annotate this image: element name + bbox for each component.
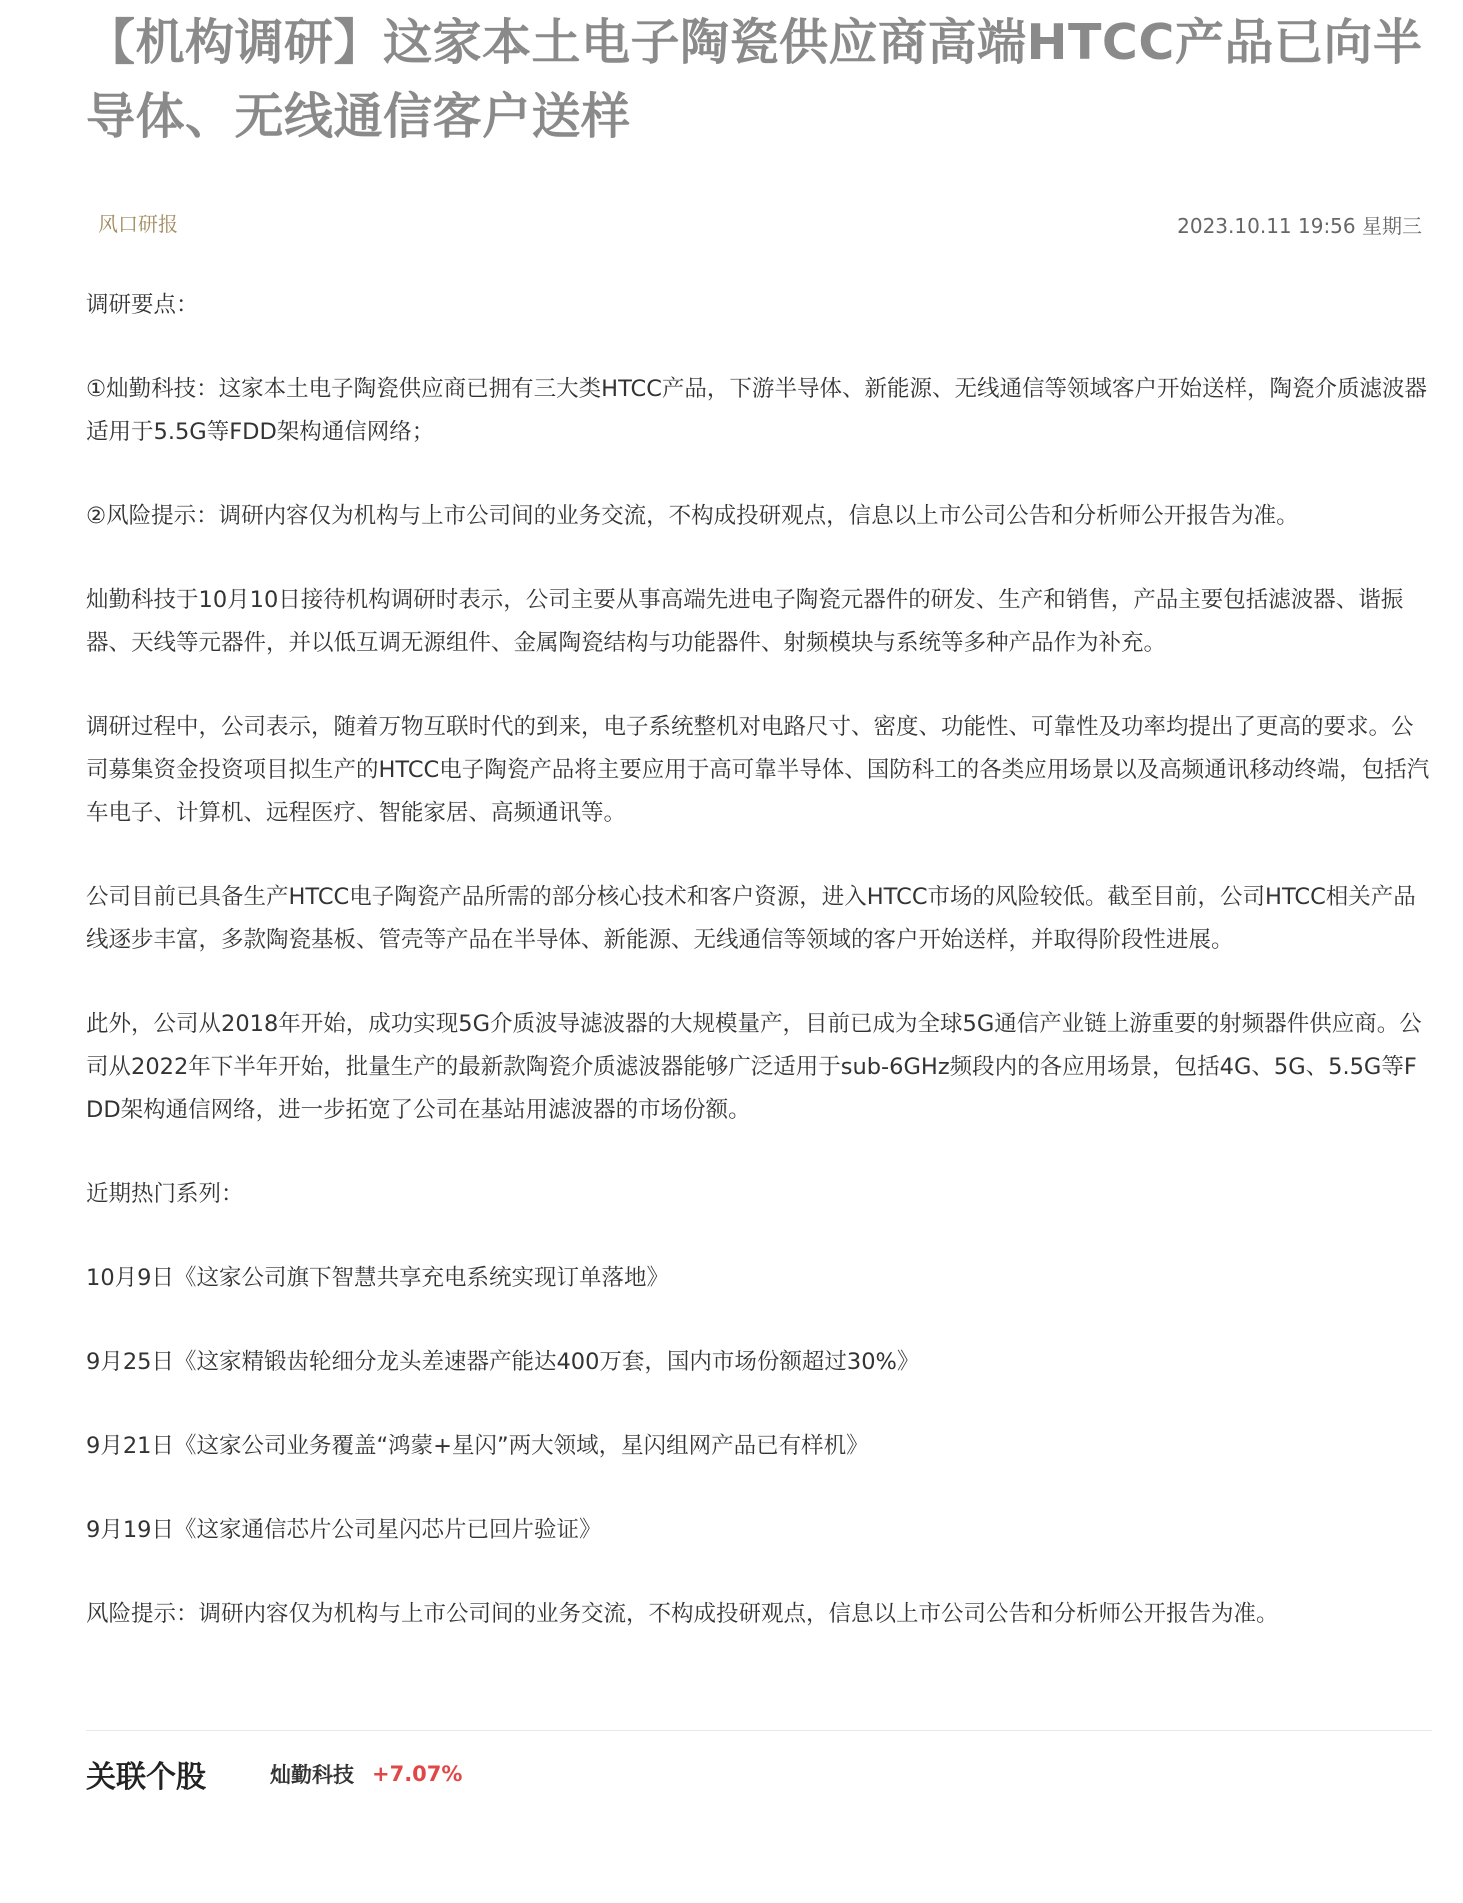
hot-series-link[interactable]: 9月21日《这家公司业务覆盖“鸿蒙+星闪”两大领域，星闪组网产品已有样机》	[86, 1433, 869, 1459]
related-stock-name[interactable]: 灿勤科技	[270, 1763, 354, 1787]
article-meta	[86, 210, 1432, 250]
hot-series-link[interactable]: 9月19日《这家通信芯片公司星闪芯片已回片验证》	[86, 1517, 602, 1543]
article-body	[86, 284, 1432, 1636]
risk-disclaimer: 风险提示：调研内容仅为机构与上市公司间的业务交流，不构成投研观点，信息以上市公司公告和分析师公开报告为准。	[86, 1601, 1279, 1627]
key-points-heading: 调研要点：	[86, 292, 199, 318]
hot-series-heading: 近期热门系列：	[86, 1181, 244, 1207]
article-source[interactable]: 风口研报	[98, 212, 178, 236]
body-paragraph: 公司目前已具备生产HTCC电子陶瓷产品所需的部分核心技术和客户资源，进入HTCC市场的风险较低。截至目前，公司HTCC相关产品线逐步丰富，多款陶瓷基板、管壳等产品在半导体、新能源、无线通信等领域的客户开始送样，并取得阶段性进展。	[86, 884, 1416, 953]
section-divider	[86, 1730, 1432, 1731]
related-stocks	[86, 1752, 462, 1796]
article-title: 【机构调研】这家本土电子陶瓷供应商高端HTCC产品已向半导体、无线通信客户送样	[86, 14, 1423, 145]
related-stock-change[interactable]: +7.07%	[372, 1762, 463, 1786]
article-datetime: 2023.10.11 19:56 星期三	[1177, 214, 1422, 238]
body-paragraph: 灿勤科技于10月10日接待机构调研时表示，公司主要从事高端先进电子陶瓷元器件的研发、生产和销售，产品主要包括滤波器、谐振器、天线等元器件，并以低互调无源组件、金属陶瓷结构与功能器件、射频模块与系统等多种产品作为补充。	[86, 587, 1404, 656]
body-paragraph: 调研过程中，公司表示，随着万物互联时代的到来，电子系统整机对电路尺寸、密度、功能性、可靠性及功率均提出了更高的要求。公司募集资金投资项目拟生产的HTCC电子陶瓷产品将主要应用于高可靠半导体、国防科工的各类应用场景以及高频通讯移动终端，包括汽车电子、计算机、远程医疗、智能家居、高频通讯等。	[86, 714, 1430, 826]
hot-series-link[interactable]: 9月25日《这家精锻齿轮细分龙头差速器产能达400万套，国内市场份额超过30%》	[86, 1349, 920, 1375]
hot-series-link[interactable]: 10月9日《这家公司旗下智慧共享充电系统实现订单落地》	[86, 1265, 669, 1291]
key-point-1: ①灿勤科技：这家本土电子陶瓷供应商已拥有三大类HTCC产品，下游半导体、新能源、无线通信等领域客户开始送样，陶瓷介质滤波器适用于5.5G等FDD架构通信网络；	[86, 376, 1427, 445]
article	[86, 0, 1432, 1677]
key-point-2: ②风险提示：调研内容仅为机构与上市公司间的业务交流，不构成投研观点，信息以上市公司公告和分析师公开报告为准。	[86, 503, 1299, 529]
body-paragraph: 此外，公司从2018年开始，成功实现5G介质波导滤波器的大规模量产，目前已成为全球5G通信产业链上游重要的射频器件供应商。公司从2022年下半年开始，批量生产的最新款陶瓷介质滤波器能够广泛适用于sub-6GHz频段内的各应用场景，包括4G、5G、5.5G等FDD架构通信网络，进一步拓宽了公司在基站用滤波器的市场份额。	[86, 1011, 1422, 1123]
related-stocks-title: 关联个股	[86, 1760, 206, 1795]
